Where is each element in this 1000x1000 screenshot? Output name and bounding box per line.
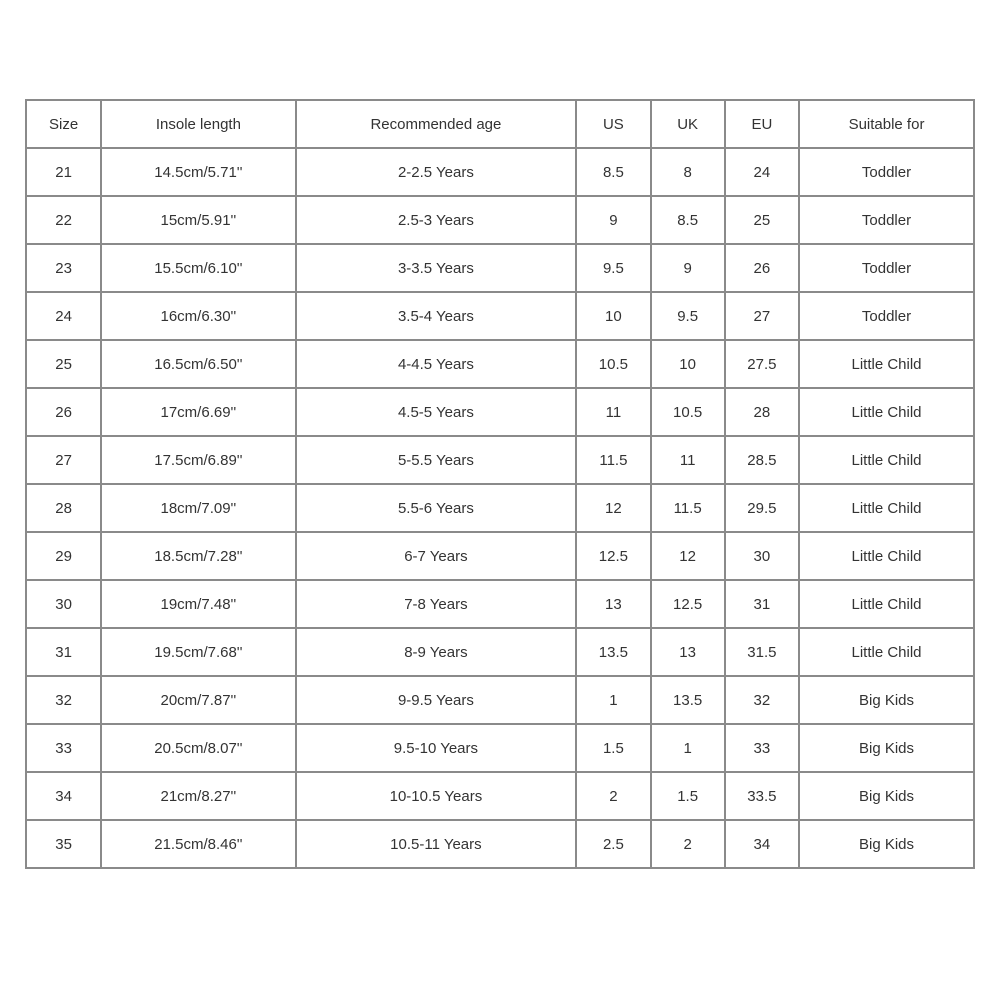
table-row — [26, 196, 974, 244]
cell-recommended-age: 8-9 Years — [296, 628, 577, 676]
cell-insole-length: 20.5cm/8.07'' — [101, 724, 295, 772]
cell-us: 1.5 — [576, 724, 650, 772]
cell-size: 35 — [26, 820, 101, 868]
cell-suitable-for: Big Kids — [799, 820, 974, 868]
cell-insole-length: 18cm/7.09'' — [101, 484, 295, 532]
cell-uk: 8.5 — [651, 196, 725, 244]
cell-uk: 1 — [651, 724, 725, 772]
cell-suitable-for: Big Kids — [799, 772, 974, 820]
cell-eu: 24 — [725, 148, 799, 196]
table-row — [26, 532, 974, 580]
table-row — [26, 340, 974, 388]
cell-eu: 25 — [725, 196, 799, 244]
cell-eu: 29.5 — [725, 484, 799, 532]
cell-us: 8.5 — [576, 148, 650, 196]
cell-size: 21 — [26, 148, 101, 196]
cell-eu: 28.5 — [725, 436, 799, 484]
cell-recommended-age: 6-7 Years — [296, 532, 577, 580]
cell-uk: 12 — [651, 532, 725, 580]
cell-uk: 9 — [651, 244, 725, 292]
cell-suitable-for: Little Child — [799, 532, 974, 580]
table-row — [26, 148, 974, 196]
cell-eu: 33 — [725, 724, 799, 772]
table-row — [26, 244, 974, 292]
cell-size: 31 — [26, 628, 101, 676]
cell-size: 24 — [26, 292, 101, 340]
cell-recommended-age: 4-4.5 Years — [296, 340, 577, 388]
cell-uk: 11.5 — [651, 484, 725, 532]
cell-insole-length: 16.5cm/6.50'' — [101, 340, 295, 388]
cell-eu: 32 — [725, 676, 799, 724]
cell-us: 12 — [576, 484, 650, 532]
cell-size: 23 — [26, 244, 101, 292]
cell-size: 32 — [26, 676, 101, 724]
cell-uk: 8 — [651, 148, 725, 196]
cell-recommended-age: 4.5-5 Years — [296, 388, 577, 436]
cell-size: 25 — [26, 340, 101, 388]
table-row — [26, 292, 974, 340]
cell-size: 22 — [26, 196, 101, 244]
cell-size: 29 — [26, 532, 101, 580]
cell-uk: 1.5 — [651, 772, 725, 820]
table-body — [26, 148, 974, 868]
cell-eu: 34 — [725, 820, 799, 868]
header-insole-length: Insole length — [101, 100, 295, 148]
table-row — [26, 628, 974, 676]
cell-us: 2.5 — [576, 820, 650, 868]
cell-recommended-age: 3-3.5 Years — [296, 244, 577, 292]
cell-insole-length: 17.5cm/6.89'' — [101, 436, 295, 484]
cell-insole-length: 18.5cm/7.28'' — [101, 532, 295, 580]
cell-size: 30 — [26, 580, 101, 628]
cell-insole-length: 17cm/6.69'' — [101, 388, 295, 436]
cell-suitable-for: Little Child — [799, 628, 974, 676]
header-eu: EU — [725, 100, 799, 148]
cell-recommended-age: 5.5-6 Years — [296, 484, 577, 532]
size-chart-table — [25, 99, 975, 869]
cell-us: 13 — [576, 580, 650, 628]
cell-uk: 11 — [651, 436, 725, 484]
cell-insole-length: 20cm/7.87'' — [101, 676, 295, 724]
cell-us: 9 — [576, 196, 650, 244]
cell-us: 9.5 — [576, 244, 650, 292]
header-size: Size — [26, 100, 101, 148]
cell-size: 34 — [26, 772, 101, 820]
cell-us: 2 — [576, 772, 650, 820]
cell-uk: 10 — [651, 340, 725, 388]
cell-recommended-age: 9.5-10 Years — [296, 724, 577, 772]
cell-recommended-age: 10.5-11 Years — [296, 820, 577, 868]
cell-suitable-for: Little Child — [799, 436, 974, 484]
cell-size: 27 — [26, 436, 101, 484]
cell-eu: 31 — [725, 580, 799, 628]
cell-uk: 13.5 — [651, 676, 725, 724]
table-row — [26, 724, 974, 772]
cell-insole-length: 19.5cm/7.68'' — [101, 628, 295, 676]
cell-eu: 28 — [725, 388, 799, 436]
cell-suitable-for: Toddler — [799, 148, 974, 196]
table-row — [26, 436, 974, 484]
header-suitable-for: Suitable for — [799, 100, 974, 148]
cell-us: 12.5 — [576, 532, 650, 580]
cell-us: 10 — [576, 292, 650, 340]
cell-suitable-for: Little Child — [799, 580, 974, 628]
cell-suitable-for: Toddler — [799, 292, 974, 340]
table-row — [26, 820, 974, 868]
cell-recommended-age: 3.5-4 Years — [296, 292, 577, 340]
cell-us: 13.5 — [576, 628, 650, 676]
cell-insole-length: 21.5cm/8.46'' — [101, 820, 295, 868]
cell-insole-length: 15.5cm/6.10'' — [101, 244, 295, 292]
cell-eu: 33.5 — [725, 772, 799, 820]
cell-us: 11.5 — [576, 436, 650, 484]
cell-insole-length: 15cm/5.91'' — [101, 196, 295, 244]
cell-suitable-for: Big Kids — [799, 724, 974, 772]
cell-recommended-age: 5-5.5 Years — [296, 436, 577, 484]
cell-eu: 31.5 — [725, 628, 799, 676]
cell-eu: 26 — [725, 244, 799, 292]
table-row — [26, 388, 974, 436]
cell-size: 33 — [26, 724, 101, 772]
cell-suitable-for: Big Kids — [799, 676, 974, 724]
cell-recommended-age: 2-2.5 Years — [296, 148, 577, 196]
header-uk: UK — [651, 100, 725, 148]
cell-insole-length: 19cm/7.48'' — [101, 580, 295, 628]
cell-uk: 13 — [651, 628, 725, 676]
cell-us: 1 — [576, 676, 650, 724]
cell-us: 10.5 — [576, 340, 650, 388]
cell-us: 11 — [576, 388, 650, 436]
cell-recommended-age: 10-10.5 Years — [296, 772, 577, 820]
cell-uk: 12.5 — [651, 580, 725, 628]
cell-suitable-for: Toddler — [799, 244, 974, 292]
header-us: US — [576, 100, 650, 148]
table-row — [26, 676, 974, 724]
cell-size: 26 — [26, 388, 101, 436]
cell-recommended-age: 9-9.5 Years — [296, 676, 577, 724]
header-row — [26, 100, 974, 148]
cell-suitable-for: Little Child — [799, 340, 974, 388]
cell-suitable-for: Little Child — [799, 388, 974, 436]
table-row — [26, 580, 974, 628]
header-recommended-age: Recommended age — [296, 100, 577, 148]
cell-uk: 2 — [651, 820, 725, 868]
cell-suitable-for: Little Child — [799, 484, 974, 532]
table-row — [26, 484, 974, 532]
cell-eu: 27 — [725, 292, 799, 340]
cell-suitable-for: Toddler — [799, 196, 974, 244]
cell-uk: 10.5 — [651, 388, 725, 436]
cell-size: 28 — [26, 484, 101, 532]
table-row — [26, 772, 974, 820]
cell-uk: 9.5 — [651, 292, 725, 340]
cell-recommended-age: 2.5-3 Years — [296, 196, 577, 244]
cell-eu: 27.5 — [725, 340, 799, 388]
cell-insole-length: 21cm/8.27'' — [101, 772, 295, 820]
cell-insole-length: 14.5cm/5.71'' — [101, 148, 295, 196]
cell-insole-length: 16cm/6.30'' — [101, 292, 295, 340]
cell-eu: 30 — [725, 532, 799, 580]
cell-recommended-age: 7-8 Years — [296, 580, 577, 628]
